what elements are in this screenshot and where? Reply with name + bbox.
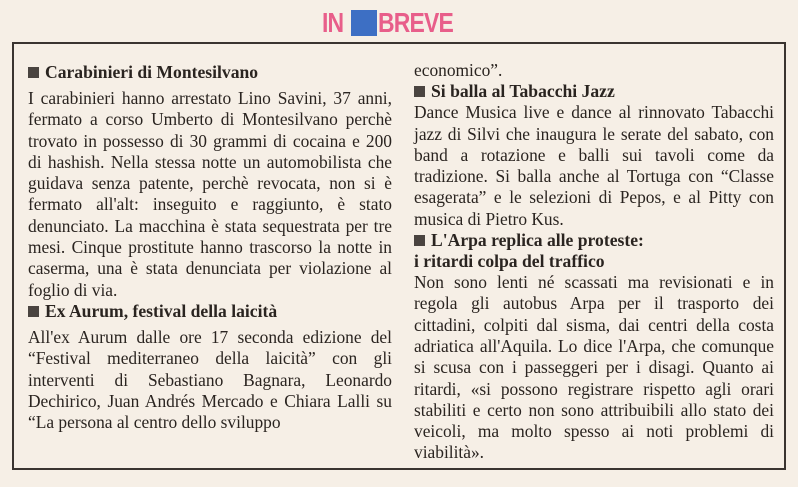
article-heading — [414, 81, 774, 102]
article-body-continued: economico”. — [414, 60, 503, 80]
right-column — [414, 60, 774, 464]
square-bullet-icon — [28, 67, 39, 78]
article-body: All'ex Aurum dalle ore 17 seconda edizione del “Festival mediterraneo della laicità” con gli interventi di Sebastiano Bagnara, Leonardo Dechirico, Juan Andrés Mercado e Chiara Lalli su “La persona al centro dello sviluppo — [28, 326, 392, 433]
masthead-square-icon — [351, 10, 377, 36]
article-heading — [414, 230, 774, 251]
news-box — [12, 42, 786, 470]
section-masthead — [322, 6, 469, 40]
article-body: Non sono lenti né scassati ma revisionati e in regola gli autobus Arpa per il trasporto dei cittadini, colpiti dal sisma, dai centri della costa adriatica all'Aquila. Lo dice l'Arpa, che comunque si scusa con i passeggeri per i disagi. Quanto ai ritardi, «si possono registrare rispetto agli orari stabiliti e certo non sono attribuibili allo stato dei veicoli, ma molto spesso ai noti problemi di viabilità». — [414, 272, 774, 463]
square-bullet-icon — [28, 306, 39, 317]
square-bullet-icon — [414, 235, 425, 246]
article-heading — [28, 62, 392, 83]
article-title: Si balla al Tabacchi Jazz — [431, 81, 615, 102]
article-subtitle: i ritardi colpa del traffico — [414, 251, 605, 272]
masthead-word-breve: BREVE — [378, 7, 454, 38]
article-title: L'Arpa replica alle proteste: — [431, 230, 644, 251]
article-body: Dance Musica live e dance al rinnovato Tabacchi jazz di Silvi che inaugura le serate del sabato, con band a rotazione e balli sui tavoli come da tradizione. Si balla anche al Tortuga con “Classe esagerata” e le selezioni di Pepos, e al Pitty con musica di Pietro Kus. — [414, 102, 774, 229]
article-title: Carabinieri di Montesilvano — [45, 62, 259, 82]
article-body: I carabinieri hanno arrestato Lino Savini, 37 anni, fermato a corso Umberto di Montesilvano perchè trovato in possesso di 30 grammi di cocaina e 200 di hashish. Nella stessa notte un automobilista che guidava senza patente, perchè revocata, non si è fermato all'alt: inseguito e raggiunto, è stato denunciato. La macchina è stata sequestrata per tre mesi. Cinque prostitute hanno trascorso la notte in caserma, una è stata denunciata per violazione al foglio di via. — [28, 88, 392, 300]
square-bullet-icon — [414, 86, 425, 97]
masthead-word-in: IN — [322, 7, 344, 38]
left-column — [28, 62, 392, 433]
article-title: Ex Aurum, festival della laicità — [45, 300, 278, 321]
article-heading — [28, 301, 392, 322]
